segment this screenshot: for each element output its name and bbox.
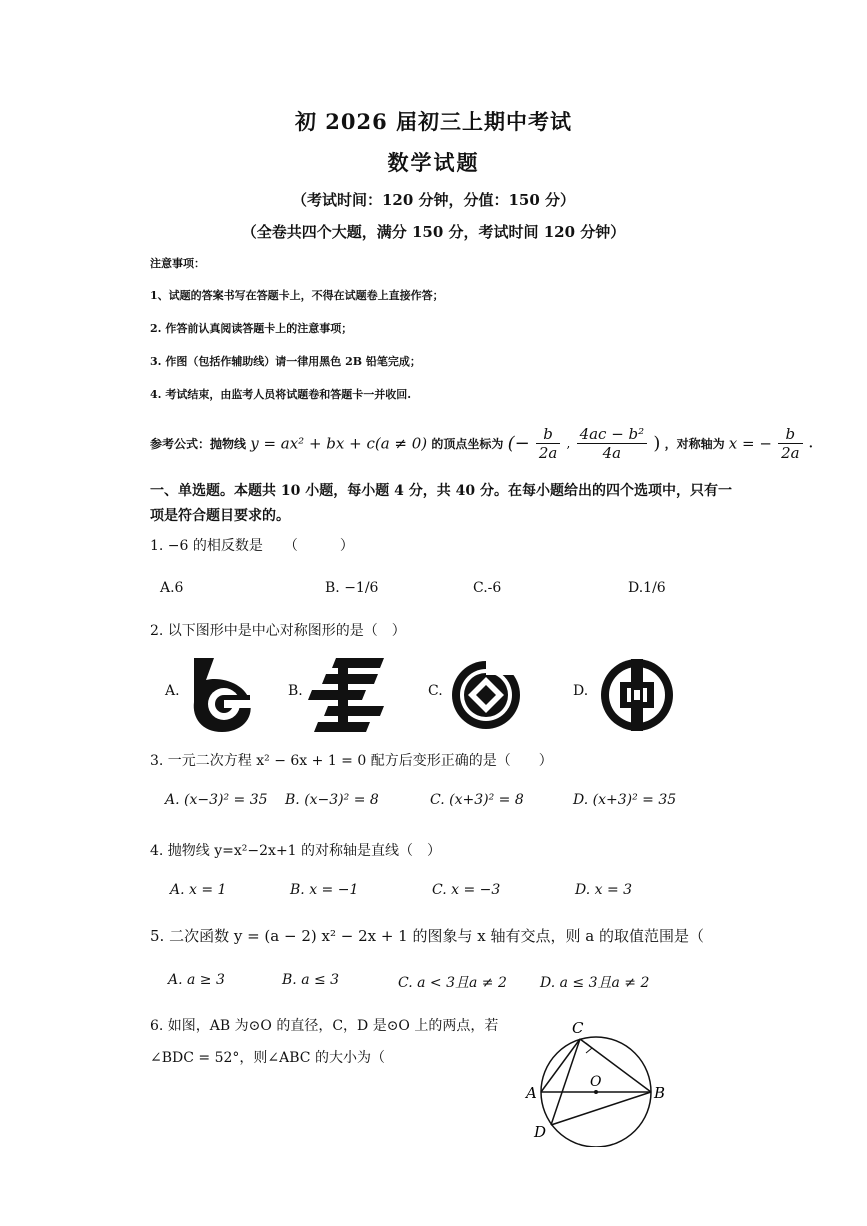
q1-option-c: C.-6 [473, 580, 502, 596]
notice-item-1: 1、试题的答案书写在答题卡上，不得在试题卷上直接作答； [150, 289, 444, 302]
formula-close: ) [653, 433, 661, 454]
q1-option-b: B. −1/6 [325, 580, 379, 596]
q4-stem: 4. 抛物线 y=x²−2x+1 的对称轴是直线（ ） [150, 843, 442, 859]
notice-item-3: 3. 作图（包括作辅助线）请一律用黑色 2B 铅笔完成； [150, 355, 421, 368]
q5-option-d: D. a ≤ 3且a ≠ 2 [540, 975, 650, 991]
q3-option-d: D. (x+3)² = 35 [573, 792, 677, 808]
point-b-label: B [654, 1084, 666, 1102]
q1-option-a: A.6 [160, 580, 184, 596]
point-c-label: C [572, 1019, 584, 1037]
notice-item-4: 4. 考试结束，由监考人员将试题卷和答题卡一并收回. [150, 388, 412, 401]
formula-lead: 参考公式：抛物线 [150, 437, 247, 451]
q6-stem-line-2: ∠BDC = 52°，则∠ABC 的大小为（ [150, 1050, 385, 1066]
point-d-label: D [534, 1123, 547, 1141]
reference-formula [150, 425, 813, 462]
section-1-line-2: 项是符合题目要求的。 [150, 508, 290, 524]
axis-num: b [778, 425, 803, 444]
q1-option-d: D.1/6 [628, 580, 666, 596]
formula-open: (− [507, 433, 530, 454]
vertex-y-fraction [577, 425, 648, 462]
vertex-x-den: 2a [538, 444, 558, 462]
point-o-label: O [590, 1074, 602, 1090]
q3-stem: 3. 一元二次方程 x² − 6x + 1 = 0 配方后变形正确的是（ ） [150, 753, 553, 769]
q5-option-a: A. a ≥ 3 [168, 972, 225, 988]
vertex-y-num: 4ac − b² [577, 425, 648, 444]
formula-axis-text: ，对称轴为 [664, 437, 725, 451]
q2-stem: 2. 以下图形中是中心对称图形的是（ ） [150, 623, 406, 639]
q5-option-b: B. a ≤ 3 [282, 972, 340, 988]
logo-a-icon [188, 654, 258, 734]
vertex-x-num: b [536, 425, 561, 444]
section-1-line-1: 一、单选题。本题共 10 小题，每小题 4 分，共 40 分。在每小题给出的四个选项中，只有一 [150, 483, 732, 499]
axis-den: 2a [781, 444, 800, 462]
formula-equation: y = ax² + bx + c(a ≠ 0) [250, 434, 428, 453]
formula-comma: , [566, 436, 571, 451]
q4-option-d: D. x = 3 [575, 882, 633, 898]
logo-c-icon [450, 657, 522, 733]
notice-heading: 注意事项： [150, 257, 205, 270]
q2-option-a: A. [165, 683, 180, 699]
q1-stem: 1. −6 的相反数是 （ ） [150, 538, 354, 554]
notice-item-2: 2. 作答前认真阅读答题卡上的注意事项； [150, 322, 353, 335]
q5-stem: 5. 二次函数 y = (a − 2) x² − 2x + 1 的图象与 x 轴有交点，则 a 的取值范围是（ [150, 927, 704, 945]
q2-option-b: B. [288, 683, 303, 699]
circle-geometry-diagram [520, 1012, 670, 1147]
exam-scope-info: （全卷共四个大题，满分 150 分，考试时间 120 分钟） [241, 223, 626, 241]
vertex-y-den: 4a [602, 444, 622, 462]
q4-option-a: A. x = 1 [170, 882, 227, 898]
exam-time-info: （考试时间：120 分钟，分值：150 分） [291, 191, 576, 209]
q6-stem-line-1: 6. 如图，AB 为⊙O 的直径，C，D 是⊙O 上的两点，若 [150, 1018, 499, 1034]
q4-option-b: B. x = −1 [290, 882, 359, 898]
q3-option-a: A. (x−3)² = 35 [165, 792, 268, 808]
formula-axis-eq: x = − [728, 434, 772, 453]
vertex-x-fraction [536, 425, 561, 462]
logo-d-icon [598, 656, 676, 734]
q5-option-c: C. a < 3且a ≠ 2 [398, 975, 507, 991]
q4-option-c: C. x = −3 [432, 882, 501, 898]
page-subtitle: 数学试题 [387, 150, 480, 175]
formula-mid: 的顶点坐标为 [431, 437, 504, 451]
axis-fraction [778, 425, 803, 462]
formula-end: . [808, 436, 813, 451]
q3-option-b: B. (x−3)² = 8 [285, 792, 379, 808]
page-title: 初 2026 届初三上期中考试 [294, 109, 573, 134]
q2-option-d: D. [573, 683, 589, 699]
q2-option-c: C. [428, 683, 443, 699]
q3-option-c: C. (x+3)² = 8 [430, 792, 524, 808]
point-a-label: A [526, 1084, 537, 1102]
logo-b-icon [308, 656, 388, 734]
